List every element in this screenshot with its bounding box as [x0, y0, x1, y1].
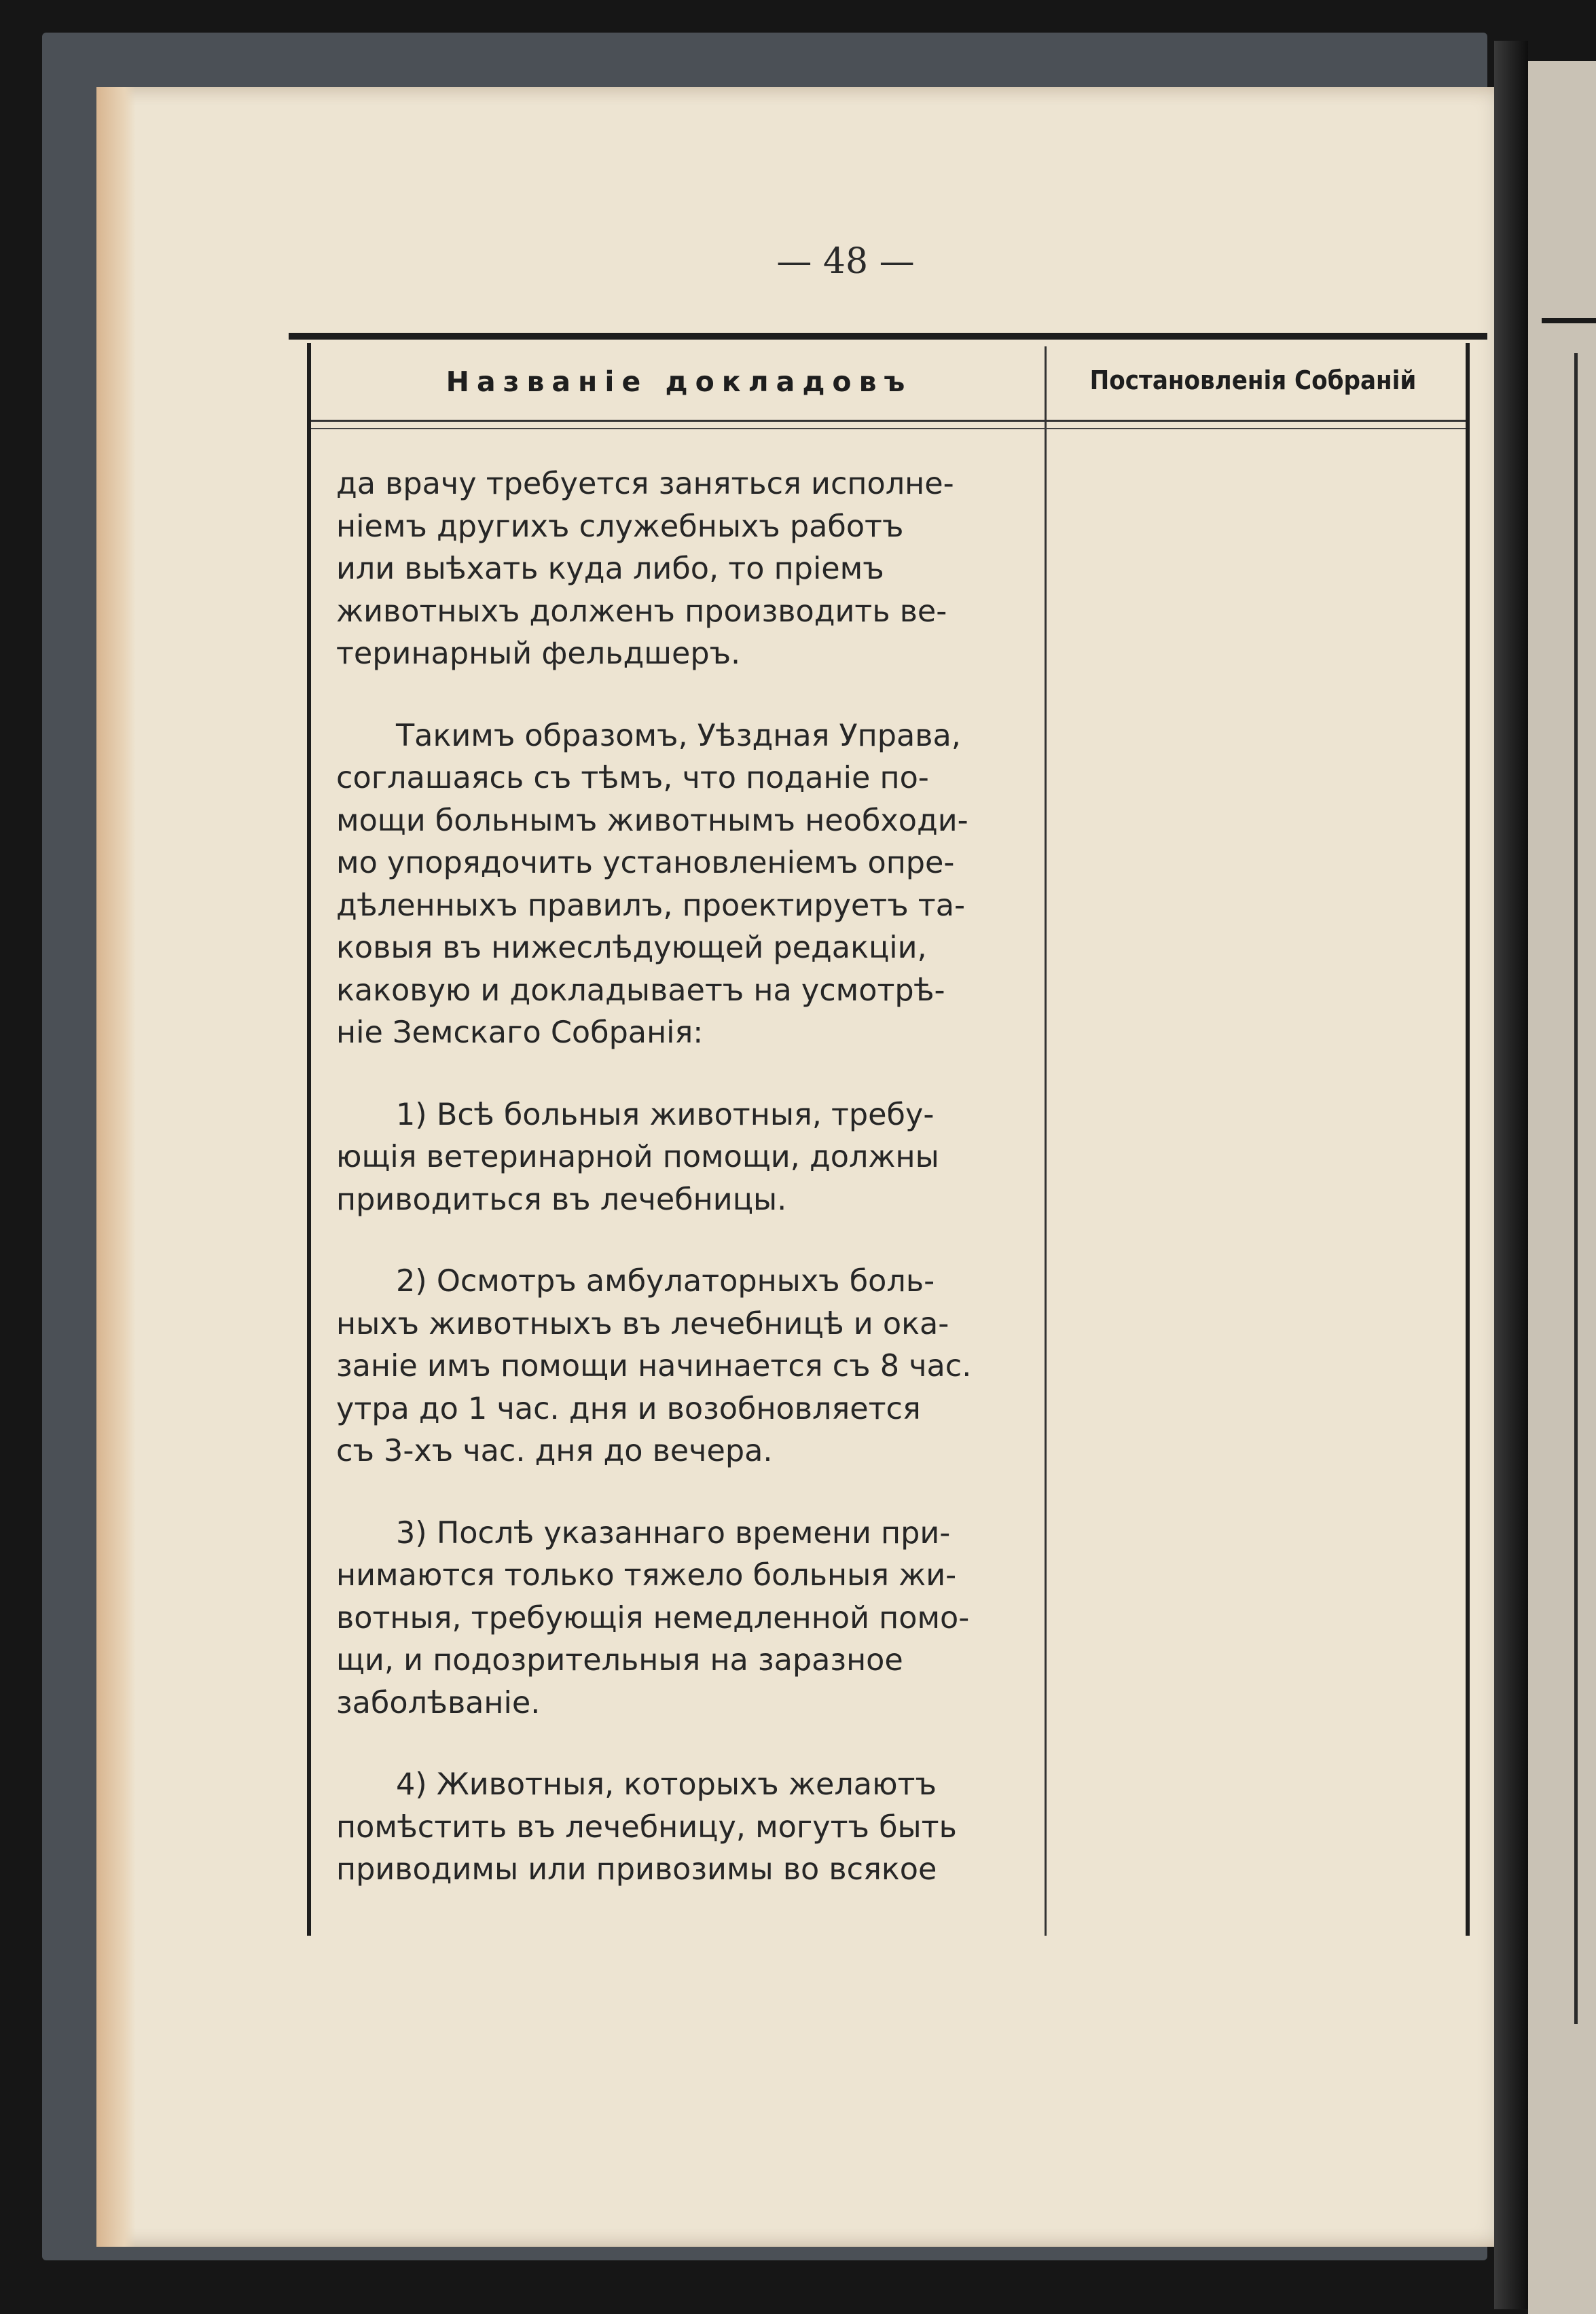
text-line: нимаются только тяжело больныя жи- — [336, 1558, 957, 1593]
text-line: мощи больнымъ животнымъ необходи- — [336, 803, 968, 838]
paragraph-uprava — [336, 715, 1026, 1055]
page-edge-shadow — [96, 87, 136, 2247]
column-header-reports: Названіе докладовъ — [446, 365, 913, 398]
adjacent-page-rule — [1542, 318, 1596, 323]
text-line: приводиться въ лечебницы. — [336, 1182, 787, 1217]
text-line: ныхъ животныхъ въ лечебницѣ и ока- — [336, 1306, 949, 1341]
reports-column-text — [336, 463, 1026, 1892]
text-line: ющія ветеринарной помощи, должны — [336, 1140, 939, 1174]
text-line: щи, и подозрительныя на заразное — [336, 1643, 903, 1678]
text-line: мо упорядочить установленіемъ опре- — [336, 846, 955, 880]
text-line: каковую и докладываетъ на усмотрѣ- — [336, 973, 945, 1008]
text-line: ковыя въ нижеслѣдующей редакціи, — [336, 930, 927, 965]
paragraph-rule-4 — [336, 1764, 1026, 1892]
text-line: 4) Животныя, которыхъ желаютъ — [396, 1767, 937, 1802]
header-rule-lower — [311, 428, 1466, 429]
text-line: приводимы или привозимы во всякое — [336, 1852, 937, 1887]
text-line: соглашаясь съ тѣмъ, что поданіе по- — [336, 761, 929, 795]
text-line: съ 3-хъ час. дня до вечера. — [336, 1434, 773, 1468]
adjacent-page-column-line — [1574, 353, 1578, 2024]
table-top-rule — [289, 333, 1487, 340]
paragraph-continuation — [336, 463, 1026, 676]
paragraph-rule-3 — [336, 1513, 1026, 1725]
text-line: 1) Всѣ больныя животныя, требу- — [396, 1097, 935, 1132]
column-divider — [1045, 346, 1047, 1936]
header-rule-upper — [311, 420, 1466, 422]
text-line: Такимъ образомъ, Уѣздная Управа, — [396, 718, 961, 753]
text-line: да врачу требуется заняться исполне- — [336, 467, 954, 501]
text-line: вотныя, требующія немедленной помо- — [336, 1600, 970, 1635]
text-line: 3) Послѣ указаннаго времени при- — [396, 1515, 951, 1551]
text-line: или выѣхать куда либо, то пріемъ — [336, 552, 884, 586]
text-line: ніемъ другихъ служебныхъ работъ — [336, 509, 904, 544]
column-header-resolutions: Постановленія Собраній — [1089, 365, 1417, 395]
text-line: дѣленныхъ правилъ, проектируетъ та- — [336, 888, 966, 923]
text-line: 2) Осмотръ амбулаторныхъ боль- — [396, 1264, 935, 1299]
text-line: заболѣваніе. — [336, 1685, 541, 1720]
book-gutter — [1494, 41, 1528, 2309]
text-line: заніе имъ помощи начинается съ 8 час. — [336, 1349, 972, 1384]
text-line: теринарный фельдшеръ. — [336, 636, 741, 671]
adjacent-page — [1528, 61, 1596, 2314]
page-number: — 48 — — [776, 241, 915, 282]
paragraph-rule-2 — [336, 1261, 1026, 1473]
text-line: ніе Земскаго Собранія: — [336, 1015, 704, 1050]
text-line: утра до 1 час. дня и возобновляется — [336, 1391, 921, 1426]
text-line: помѣстить въ лечебницу, могутъ быть — [336, 1809, 957, 1845]
paragraph-rule-1 — [336, 1094, 1026, 1222]
text-line: животныхъ долженъ производить ве- — [336, 594, 947, 629]
